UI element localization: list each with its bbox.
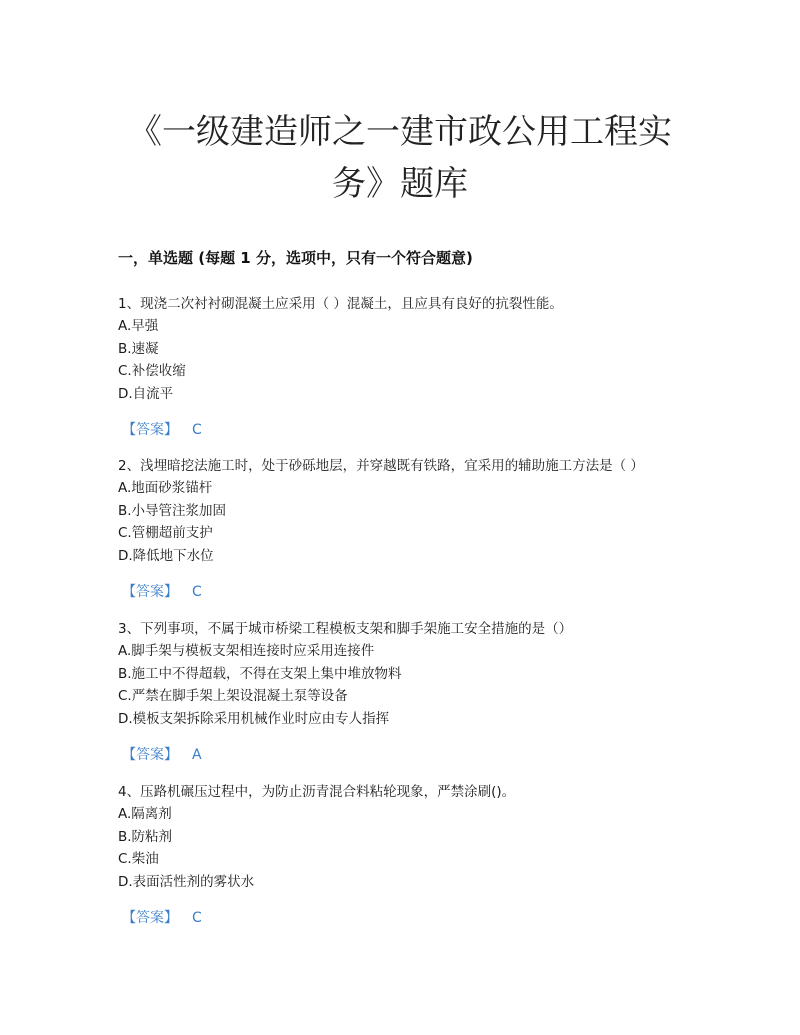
option-b: B.施工中不得超载，不得在支架上集中堆放物料: [118, 665, 402, 682]
option-c: C.严禁在脚手架上架设混凝土泵等设备: [118, 688, 348, 704]
question-block: [118, 781, 698, 929]
option-c: C.管棚超前支护: [118, 525, 213, 541]
option-list: [118, 315, 698, 405]
option-list: [118, 477, 698, 567]
option-d: D.自流平: [118, 385, 174, 402]
option-b: B.速凝: [118, 340, 159, 357]
option-a: A.地面砂浆锚杆: [118, 480, 213, 496]
option-a: A.脚手架与模板支架相连接时应采用连接件: [118, 643, 375, 659]
answer-line: [118, 907, 698, 929]
question-block: [118, 455, 698, 603]
option-d: D.降低地下水位: [118, 547, 214, 564]
question-text: 1、现浇二次衬衬砌混凝土应采用（ ）混凝土，且应具有良好的抗裂性能。: [118, 296, 563, 312]
question-block: [118, 293, 698, 441]
answer-line: [118, 581, 698, 603]
option-a: A.隔离剂: [118, 806, 172, 822]
document-title: 《一级建造师之一建市政公用工程实务》题库: [128, 112, 672, 204]
answer-label: 【答案】: [122, 910, 178, 926]
answer-line: [118, 419, 698, 441]
answer-value: C: [192, 910, 202, 926]
option-d: D.模板支架拆除采用机械作业时应由专人指挥: [118, 710, 390, 727]
option-d: D.表面活性剂的雾状水: [118, 873, 255, 890]
option-list: [118, 803, 698, 893]
answer-value: A: [192, 747, 202, 763]
answer-value: C: [192, 584, 202, 600]
answer-label: 【答案】: [122, 422, 178, 438]
question-text: 3、下列事项，不属于城市桥梁工程模板支架和脚手架施工安全措施的是（）: [118, 621, 573, 637]
question-text: 4、压路机碾压过程中，为防止沥青混合料粘轮现象，严禁涂刷()。: [118, 784, 516, 800]
answer-line: [118, 744, 698, 766]
option-b: B.小导管注浆加固: [118, 502, 227, 519]
option-b: B.防粘剂: [118, 828, 173, 845]
option-list: [118, 640, 698, 730]
option-a: A.早强: [118, 318, 159, 334]
question-text: 2、浅埋暗挖法施工时，处于砂砾地层，并穿越既有铁路，宜采用的辅助施工方法是（ ）: [118, 458, 644, 474]
answer-label: 【答案】: [122, 584, 178, 600]
option-c: C.补偿收缩: [118, 363, 186, 379]
answer-label: 【答案】: [122, 747, 178, 763]
question-block: [118, 618, 698, 766]
answer-value: C: [192, 422, 202, 438]
option-c: C.柴油: [118, 851, 159, 867]
section-heading: 一，单选题 (每题 1 分，选项中，只有一个符合题意): [118, 249, 473, 267]
